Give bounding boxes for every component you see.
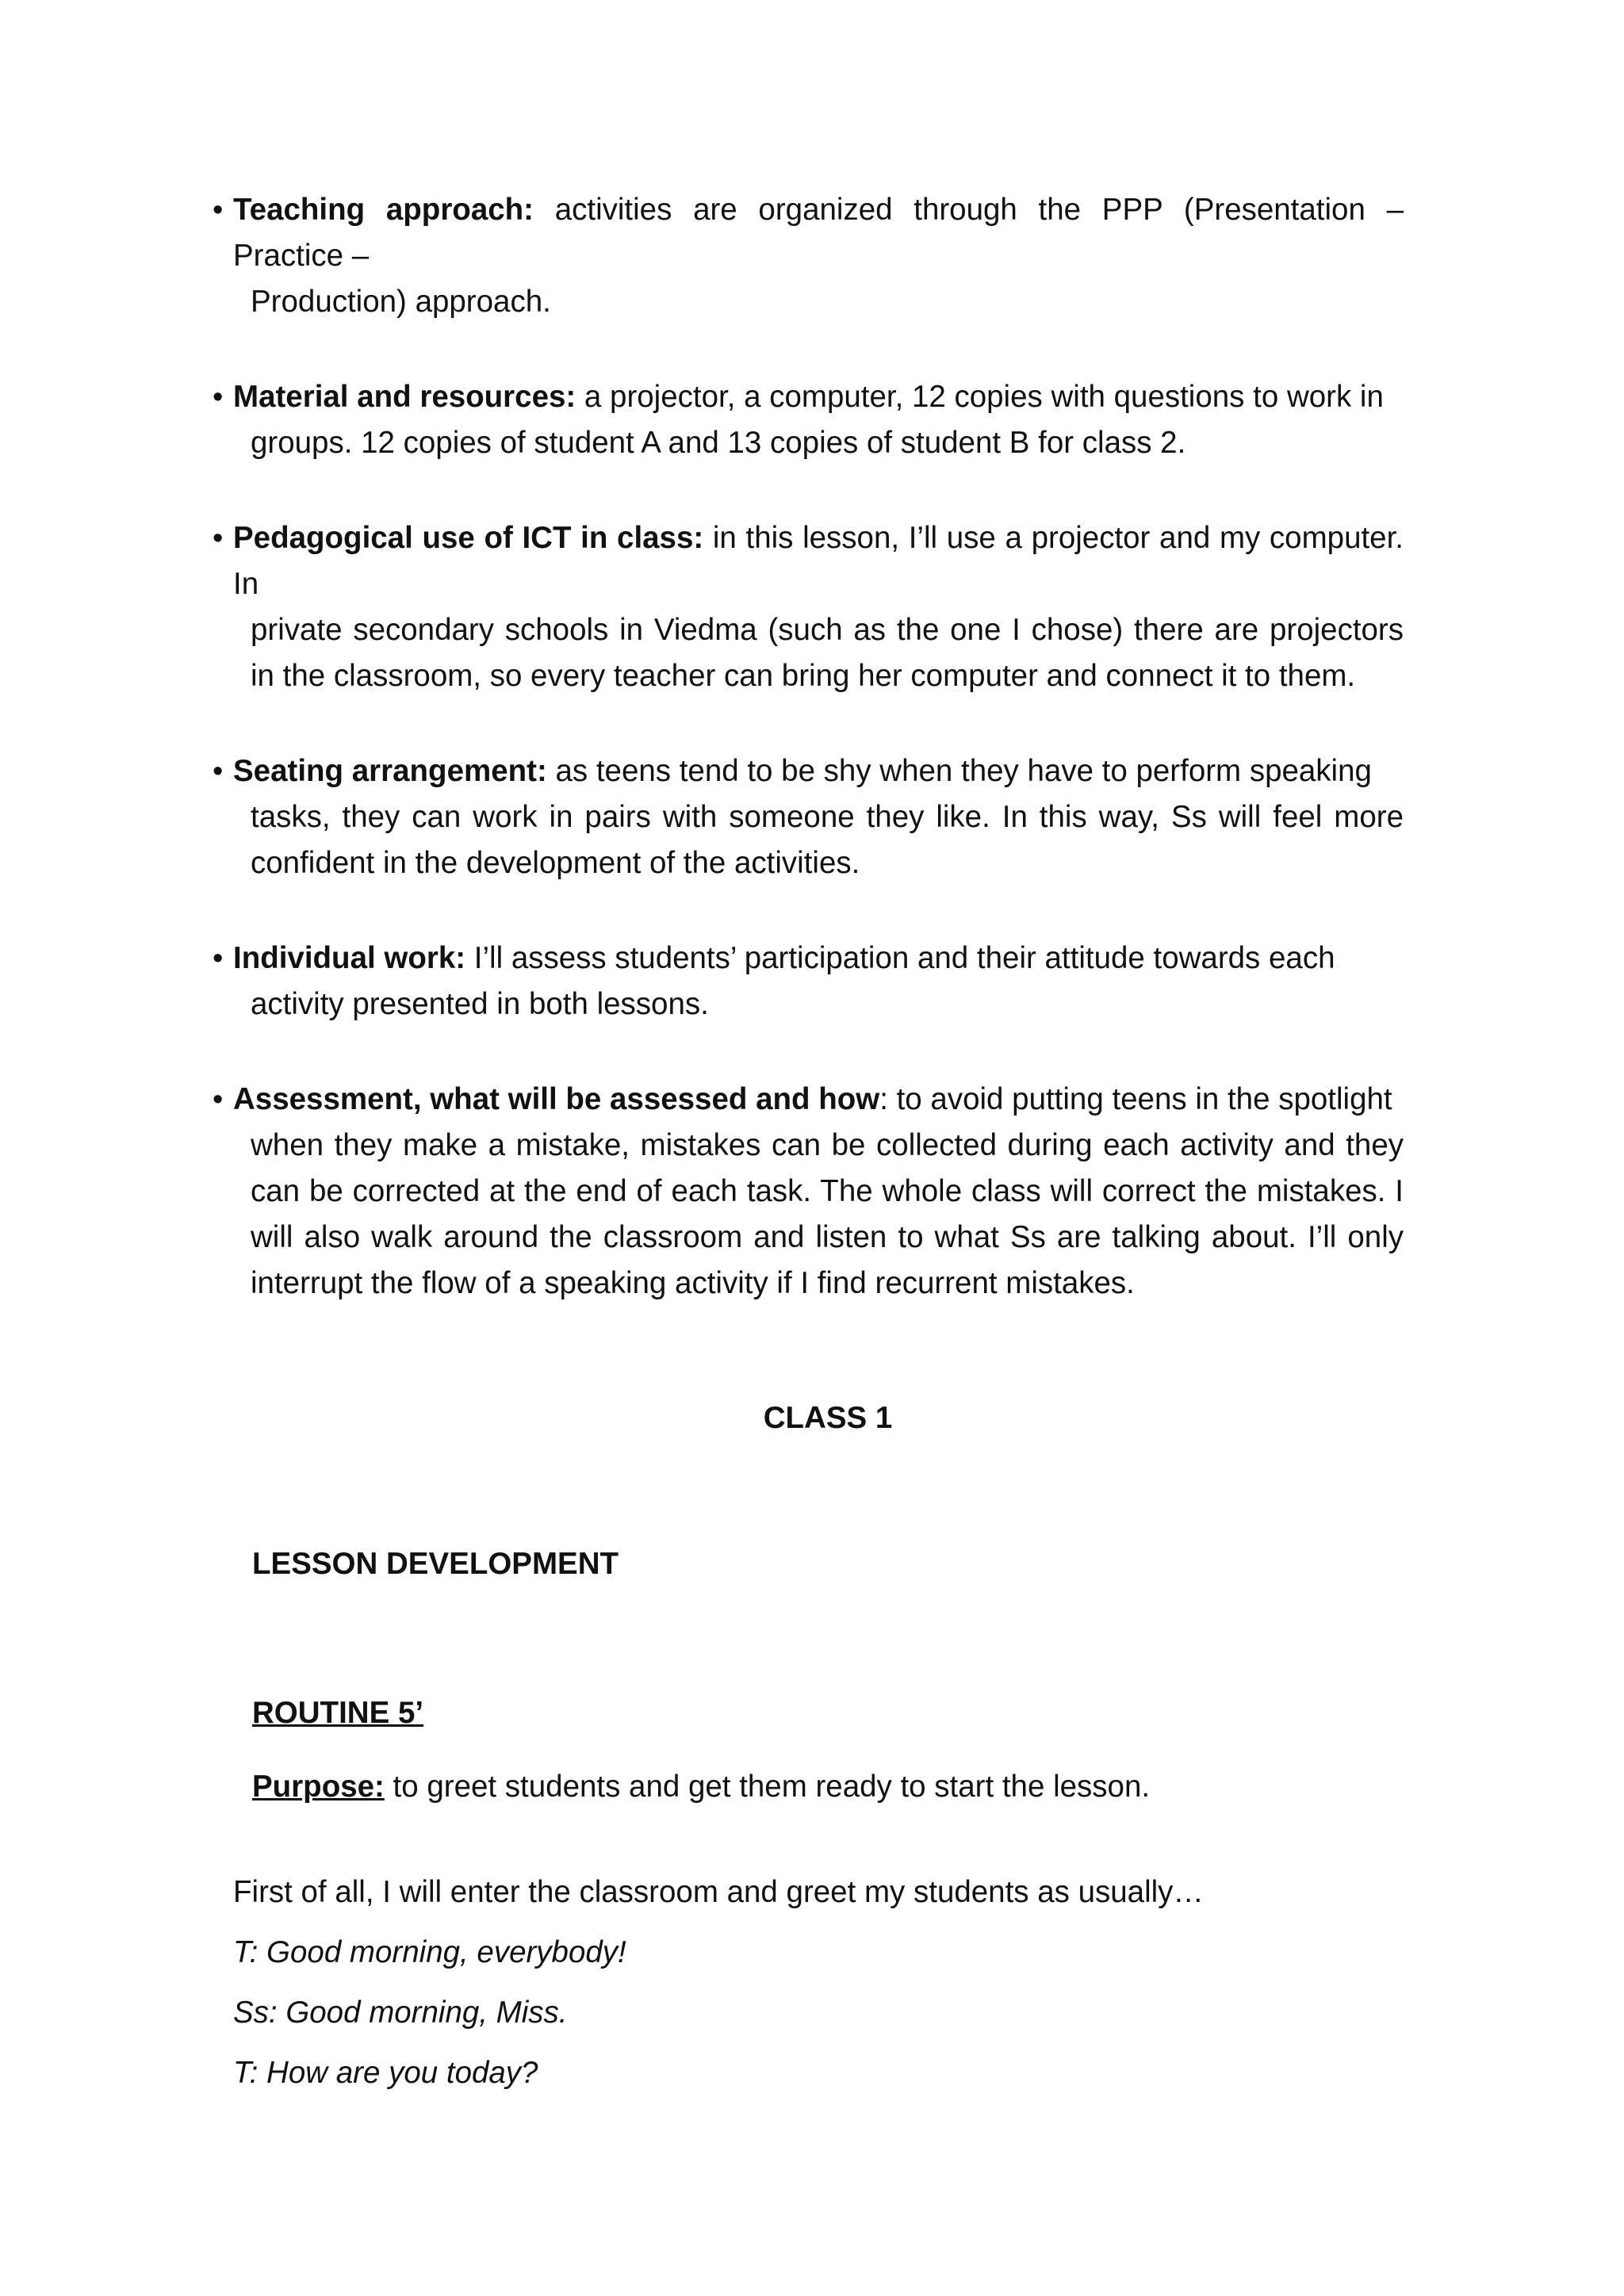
bullet-continuation: activity presented in both lessons. — [251, 987, 709, 1021]
purpose-line — [252, 1764, 1150, 1810]
bullet-text: activities are organized through the PPP (Presentation – Practice – — [233, 193, 1404, 273]
bullet-item-seating-arrangement — [213, 748, 1404, 886]
class-heading — [0, 1395, 1624, 1441]
bullet-text: I’ll assess students’ participation and their attitude towards each — [465, 941, 1335, 975]
class-heading-text: CLASS 1 — [763, 1401, 893, 1435]
dialogue-line: Ss: Good morning, Miss. — [233, 1996, 568, 2030]
dialogue-line: T: How are you today? — [233, 2056, 538, 2090]
bullet-text: in this lesson, I’ll use a projector and my computer. In — [233, 521, 1404, 601]
intro-line: First of all, I will enter the classroom and greet my students as usually… — [233, 1875, 1204, 1909]
bullet-continuation: Production) approach. — [251, 285, 551, 319]
bullet-text: : to avoid putting teens in the spotlight — [879, 1082, 1392, 1116]
purpose-text: to greet students and get them ready to start the lesson. — [384, 1770, 1151, 1804]
bullet-label: Individual work: — [233, 941, 466, 975]
bullet-item-material-resources — [213, 374, 1404, 466]
bullet-label: Assessment, what will be assessed and how — [233, 1082, 880, 1116]
bullet-item-individual-work — [213, 936, 1404, 1027]
bullet-icon: • — [213, 193, 224, 227]
bullet-icon: • — [213, 522, 224, 555]
dialogue-line: T: Good morning, everybody! — [233, 1935, 626, 1969]
bullet-continuation: when they make a mistake, mistakes can be collected during each activity and they can be corrected at the end of each task. The whole class will correct the mistakes. I will also walk around the classroom and listen to what Ss are talking about. I’ll only interrupt the flow of a speaking activity if I find recurrent mistakes. — [251, 1128, 1404, 1300]
bullet-icon: • — [213, 1083, 224, 1116]
bullet-label: Material and resources: — [233, 380, 576, 414]
purpose-label: Purpose: — [252, 1770, 385, 1804]
bullet-item-ict-use — [213, 515, 1404, 699]
bullet-text: as teens tend to be shy when they have to perform speaking — [546, 754, 1372, 788]
bullet-continuation: groups. 12 copies of student A and 13 copies of student B for class 2. — [251, 426, 1186, 460]
lesson-development-heading: LESSON DEVELOPMENT — [252, 1547, 619, 1581]
bullet-label: Seating arrangement: — [233, 754, 547, 788]
bullet-list — [213, 187, 1404, 1354]
bullet-continuation: tasks, they can work in pairs with someone they like. In this way, Ss will feel more confident in the development of the activities. — [251, 800, 1404, 880]
bullet-label: Teaching approach: — [233, 193, 534, 227]
bullet-icon: • — [213, 942, 224, 975]
bullet-label: Pedagogical use of ICT in class: — [233, 521, 704, 555]
bullet-text: a projector, a computer, 12 copies with questions to work in — [576, 380, 1384, 414]
bullet-continuation: private secondary schools in Viedma (such as the one I chose) there are projectors in the classroom, so every teacher can bring her computer and connect it to them. — [251, 613, 1404, 693]
bullet-item-assessment — [213, 1077, 1404, 1307]
bullet-icon: • — [213, 755, 224, 788]
bullet-item-teaching-approach — [213, 187, 1404, 325]
bullet-icon: • — [213, 381, 224, 414]
routine-heading: ROUTINE 5’ — [252, 1696, 424, 1730]
